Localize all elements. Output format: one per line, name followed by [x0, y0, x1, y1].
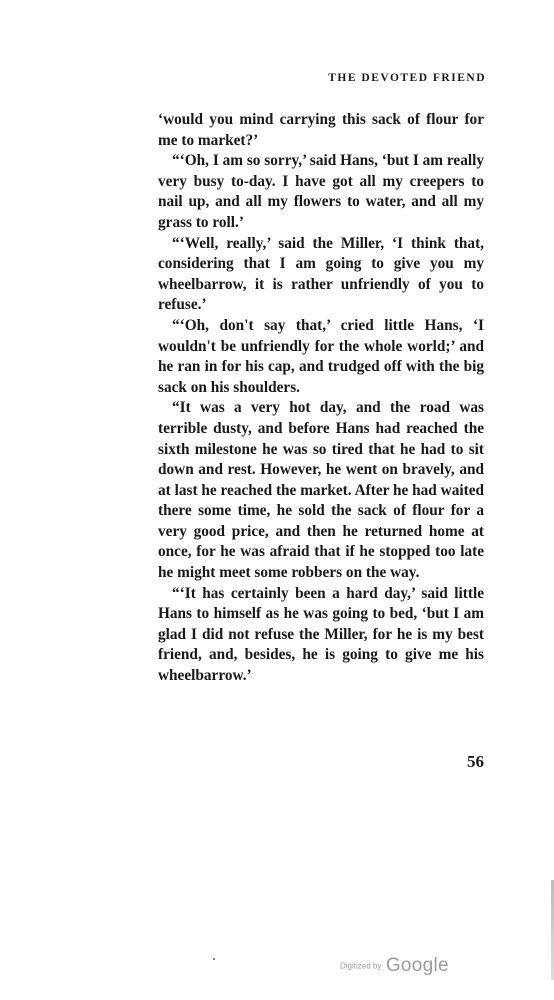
- watermark-brand: Google: [385, 955, 449, 976]
- paragraph-3: “‘Well, really,’ said the Miller, ‘I think that, considering that I am going to give you my wheelbarrow, it is rather unfriendly of you to refuse.’: [158, 234, 484, 314]
- page-number: 56: [467, 752, 484, 771]
- body-text: [158, 110, 484, 687]
- digitized-watermark: [340, 955, 449, 977]
- running-head: THE DEVOTED FRIEND: [328, 72, 486, 84]
- paragraph-4: “‘Oh, don't say that,’ cried little Hans, ‘I wouldn't be unfriendly for the whole world;’ and he ran in for his cap, and trudged off with the big sack on his shoulders.: [158, 316, 484, 396]
- paragraph-2: “‘Oh, I am so sorry,’ said Hans, ‘but I am really very busy to-day. I have got all my creepers to nail up, and all my flowers to water, and all my grass to roll.’: [158, 152, 484, 231]
- watermark-prefix: Digitized by: [340, 961, 382, 971]
- paragraph-1: ‘would you mind carrying this sack of flour for me to market?’: [158, 111, 484, 149]
- paragraph-6: “‘It has certainly been a hard day,’ said little Hans to himself as he was going to bed, ‘but I am glad I did not refuse the Miller, for he is my best friend, and, besides, he is going to give me his wheelbarrow.’: [158, 584, 484, 685]
- paragraph-5: “It was a very hot day, and the road was terrible dusty, and before Hans had reached the sixth milestone he was so tired that he had to sit down and rest. However, he went on bravely, and at last he reached the market. After he had waited there some time, he sold the sack of flour for a very good price, and then he returned home at once, for he was afraid that if he stopped too late he might meet some robbers on the way.: [158, 399, 484, 582]
- scan-speck: [213, 958, 215, 960]
